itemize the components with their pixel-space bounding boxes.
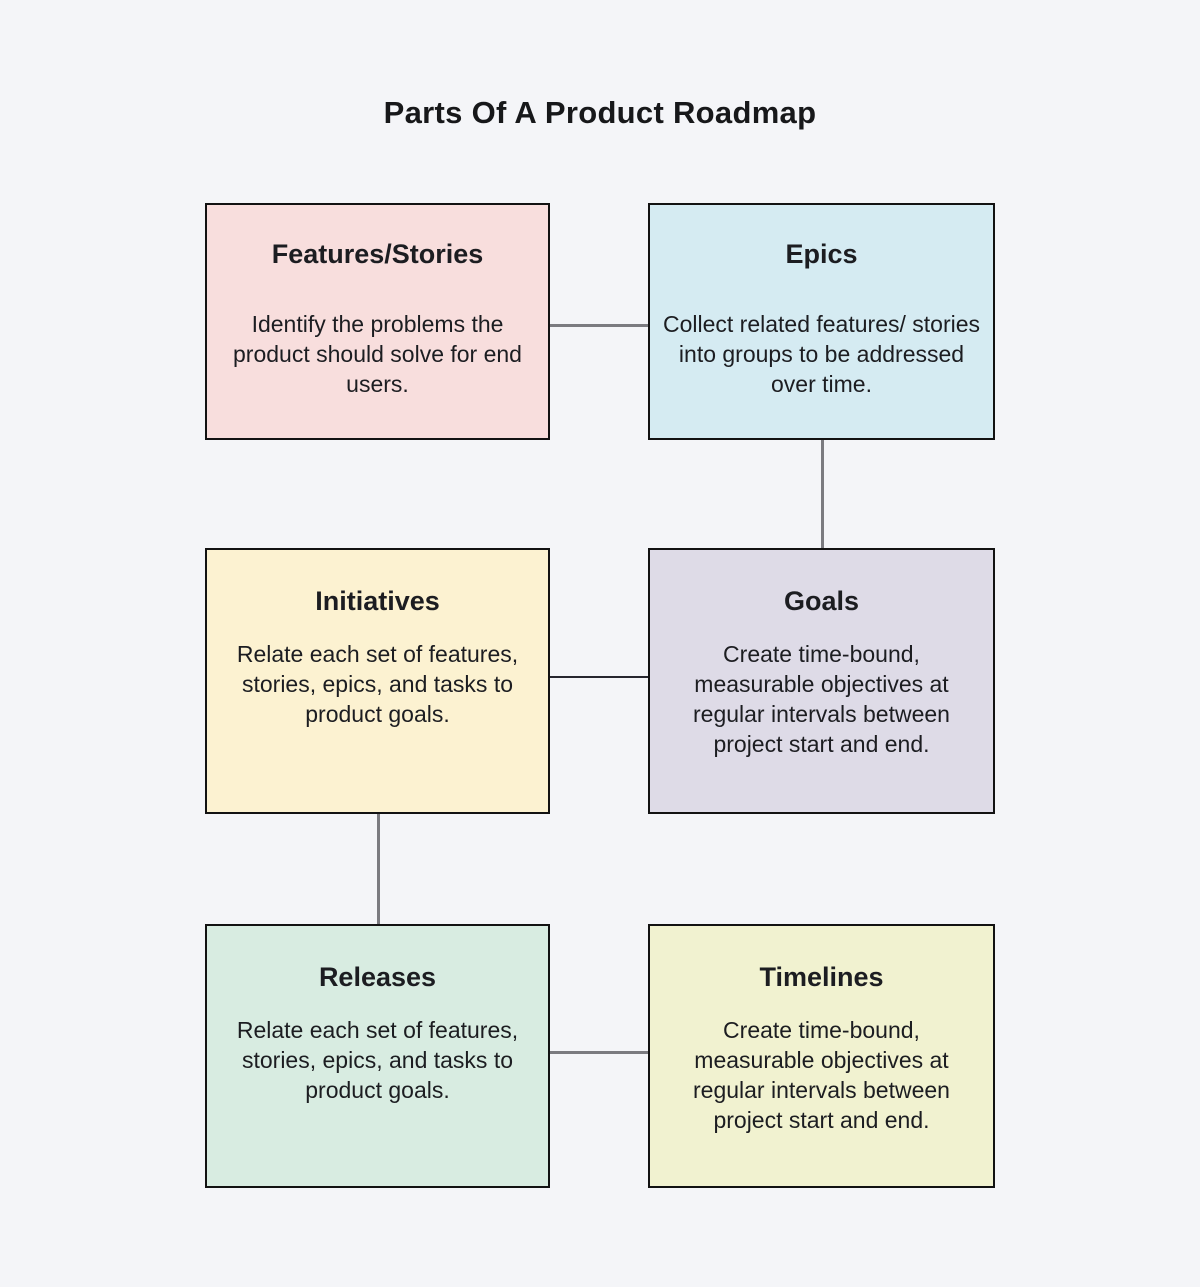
node-epics: [648, 203, 995, 440]
node-goals: [648, 548, 995, 814]
connector-epics-to-goals: [821, 440, 824, 548]
node-description-features-stories: Identify the problems the product should solve for end users.: [233, 311, 522, 397]
node-title-features-stories: Features/Stories: [271, 239, 484, 269]
node-description-releases: Relate each set of features, stories, epics, and tasks to product goals.: [236, 1017, 519, 1103]
node-title-releases: Releases: [318, 962, 437, 992]
connector-initiatives-to-goals: [550, 676, 648, 678]
node-description-epics: Collect related features/ stories into groups to be addressed over time.: [662, 311, 981, 397]
node-features-stories: [205, 203, 550, 440]
node-title-initiatives: Initiatives: [315, 586, 440, 616]
node-releases: [205, 924, 550, 1188]
node-title-timelines: Timelines: [759, 962, 884, 992]
node-timelines: [648, 924, 995, 1188]
node-description-initiatives: Relate each set of features, stories, epics, and tasks to product goals.: [236, 641, 519, 727]
node-description-timelines: Create time-bound, measurable objectives at regular intervals between project start and end.: [693, 1017, 950, 1133]
diagram-title: Parts Of A Product Roadmap: [383, 95, 817, 130]
connector-releases-to-timelines: [550, 1051, 648, 1054]
node-title-epics: Epics: [785, 239, 858, 269]
connector-initiatives-to-releases: [377, 814, 380, 924]
connector-features-stories-to-epics: [550, 324, 648, 327]
node-initiatives: [205, 548, 550, 814]
node-description-goals: Create time-bound, measurable objectives at regular intervals between project start and end.: [693, 641, 950, 757]
node-title-goals: Goals: [783, 586, 860, 616]
